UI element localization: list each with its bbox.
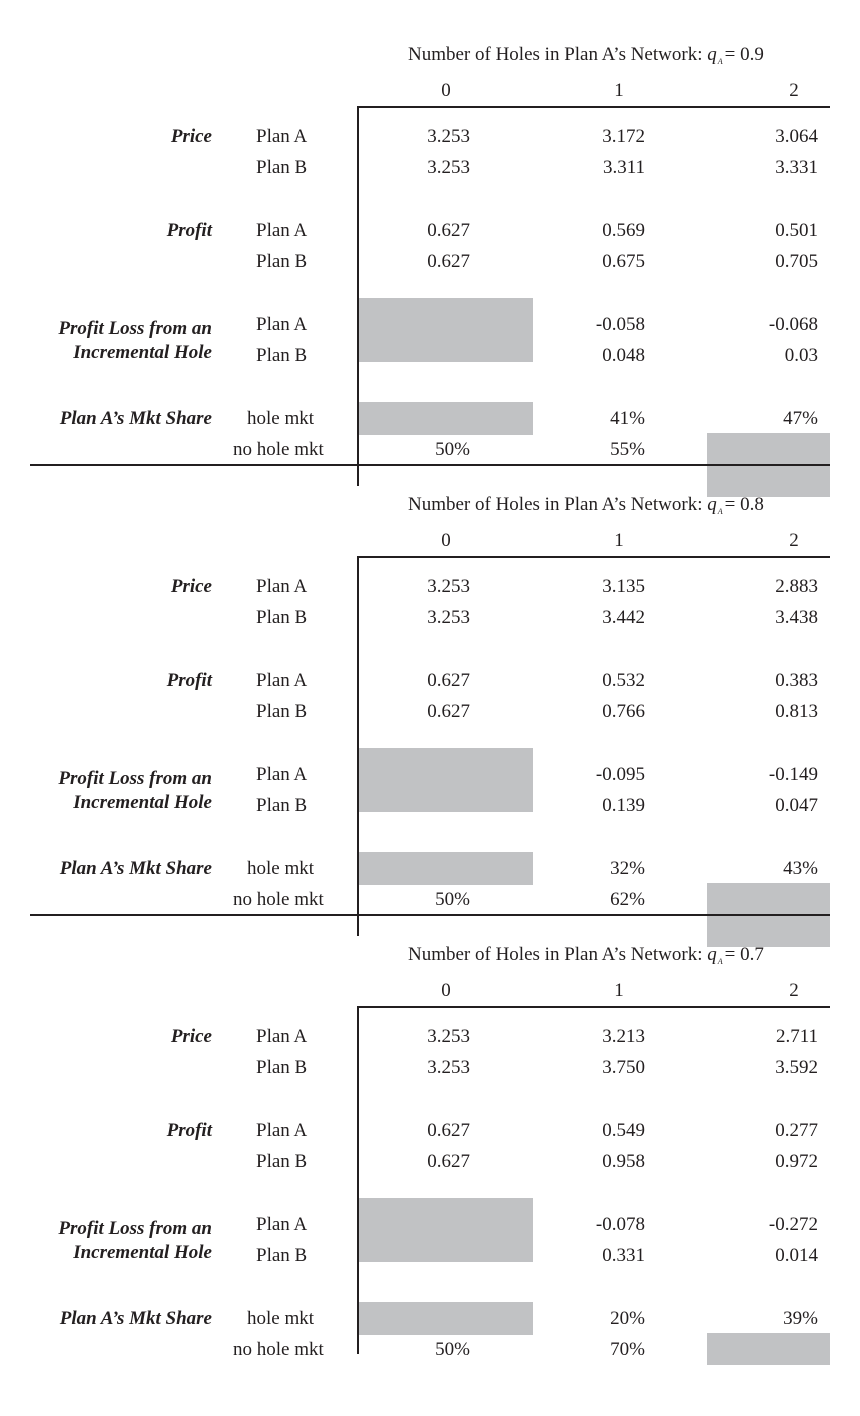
cell-share-hole-col2: 39% [783, 1308, 818, 1329]
row-label-plan_b: Plan B [256, 1057, 308, 1078]
header-text: Number of Holes in Plan A’s Network: [408, 494, 703, 515]
profit-section-title: Profit [166, 670, 212, 691]
cell-profit-b-col0: 0.627 [427, 1151, 470, 1172]
share-section-title: Plan A’s Mkt Share [59, 1308, 212, 1329]
cell-profit-b-col0: 0.627 [427, 251, 470, 272]
column-header-2: 2 [789, 980, 799, 1001]
cell-profit-b-col2: 0.972 [775, 1151, 818, 1172]
cell-loss-b-col2: 0.047 [775, 795, 818, 816]
cell-price-b-col1: 3.442 [602, 607, 645, 628]
cell-profit-a-col0: 0.627 [427, 670, 470, 691]
cell-profit-b-col1: 0.958 [602, 1151, 645, 1172]
cell-loss-a-col2: -0.272 [768, 1214, 818, 1235]
row-label-hole: hole mkt [247, 1308, 315, 1329]
cell-share-hole-col2: 43% [783, 858, 818, 879]
cell-loss-a-col2: -0.149 [768, 764, 818, 785]
panel-header [408, 494, 764, 523]
cell-profit-a-col0: 0.627 [427, 220, 470, 241]
cell-profit-a-col1: 0.532 [602, 670, 645, 691]
cell-profit-a-col0: 0.627 [427, 1120, 470, 1141]
panel-q2 [0, 912, 860, 1362]
loss-section-title: Profit Loss from an [58, 318, 212, 339]
cell-loss-b-col1: 0.048 [602, 345, 645, 366]
cell-loss-a-col1: -0.095 [595, 764, 645, 785]
row-label-plan_b: Plan B [256, 795, 308, 816]
q-value: = 0.9 [724, 44, 764, 65]
cell-share-hole-col1: 41% [610, 408, 645, 429]
empty-cell-loss-col0 [359, 748, 533, 812]
row-label-plan_a: Plan A [256, 670, 308, 691]
empty-cell-hole-col0 [359, 402, 533, 435]
row-label-plan_a: Plan A [256, 1120, 308, 1141]
cell-loss-b-col2: 0.014 [775, 1245, 818, 1266]
cell-profit-a-col1: 0.549 [602, 1120, 645, 1141]
row-label-plan_a: Plan A [256, 1214, 308, 1235]
empty-cell-nohole-col2 [707, 1333, 830, 1365]
q-value: = 0.8 [724, 494, 764, 515]
cell-share-hole-col1: 20% [610, 1308, 645, 1329]
cell-loss-a-col1: -0.078 [595, 1214, 645, 1235]
row-label-plan_b: Plan B [256, 1245, 308, 1266]
cell-price-b-col0: 3.253 [427, 1057, 470, 1078]
cell-price-a-col1: 3.172 [602, 126, 645, 147]
q-symbol: q [707, 944, 717, 965]
q-value: = 0.7 [724, 944, 764, 965]
profit-section-title: Profit [166, 220, 212, 241]
vertical-rule [357, 556, 359, 936]
column-header-2: 2 [789, 530, 799, 551]
cell-price-b-col0: 3.253 [427, 157, 470, 178]
row-label-nohole: no hole mkt [233, 439, 324, 460]
cell-loss-b-col1: 0.331 [602, 1245, 645, 1266]
vertical-rule [357, 106, 359, 486]
cell-share-hole-col2: 47% [783, 408, 818, 429]
loss-section-title-line2: Incremental Hole [73, 1242, 212, 1263]
cell-price-b-col1: 3.311 [602, 157, 645, 178]
row-label-plan_a: Plan A [256, 1026, 308, 1047]
cell-loss-a-col1: -0.058 [595, 314, 645, 335]
header-text: Number of Holes in Plan A’s Network: [408, 944, 703, 965]
column-header-0: 0 [441, 80, 451, 101]
loss-section-title: Profit Loss from an [58, 1218, 212, 1239]
top-rule [357, 106, 830, 108]
cell-price-b-col2: 3.438 [775, 607, 818, 628]
row-label-nohole: no hole mkt [233, 889, 324, 910]
column-header-1: 1 [614, 530, 624, 551]
cell-price-b-col2: 3.592 [775, 1057, 818, 1078]
cell-profit-b-col1: 0.675 [602, 251, 645, 272]
row-label-plan_a: Plan A [256, 576, 308, 597]
q-subscript: A [717, 507, 723, 516]
row-label-hole: hole mkt [247, 408, 315, 429]
row-label-plan_b: Plan B [256, 251, 308, 272]
cell-price-b-col2: 3.331 [775, 157, 818, 178]
cell-price-a-col0: 3.253 [427, 1026, 470, 1047]
cell-price-a-col0: 3.253 [427, 576, 470, 597]
cell-price-a-col2: 2.883 [775, 576, 818, 597]
profit-section-title: Profit [166, 1120, 212, 1141]
row-label-plan_b: Plan B [256, 607, 308, 628]
price-section-title: Price [170, 1026, 212, 1047]
cell-profit-a-col2: 0.501 [775, 220, 818, 241]
cell-loss-b-col2: 0.03 [784, 345, 818, 366]
row-label-hole: hole mkt [247, 858, 315, 879]
cell-profit-b-col0: 0.627 [427, 701, 470, 722]
top-rule [357, 556, 830, 558]
row-label-plan_b: Plan B [256, 345, 308, 366]
cell-price-a-col2: 2.711 [775, 1026, 818, 1047]
cell-profit-b-col1: 0.766 [602, 701, 645, 722]
empty-cell-loss-col0 [359, 1198, 533, 1262]
row-label-plan_a: Plan A [256, 764, 308, 785]
panel-header [408, 944, 764, 973]
column-header-0: 0 [441, 980, 451, 1001]
cell-profit-b-col2: 0.705 [775, 251, 818, 272]
column-header-2: 2 [789, 80, 799, 101]
row-label-plan_b: Plan B [256, 701, 308, 722]
row-label-plan_a: Plan A [256, 314, 308, 335]
row-label-plan_b: Plan B [256, 157, 308, 178]
q-subscript: A [717, 957, 723, 966]
empty-cell-loss-col0 [359, 298, 533, 362]
price-section-title: Price [170, 576, 212, 597]
cell-share-nohole-col0: 50% [435, 1339, 470, 1360]
cell-loss-a-col2: -0.068 [768, 314, 818, 335]
row-label-nohole: no hole mkt [233, 1339, 324, 1360]
row-label-plan_a: Plan A [256, 126, 308, 147]
cell-profit-a-col2: 0.383 [775, 670, 818, 691]
q-symbol: q [707, 44, 717, 65]
share-section-title: Plan A’s Mkt Share [59, 408, 212, 429]
q-subscript: A [717, 57, 723, 66]
cell-share-nohole-col1: 55% [610, 439, 645, 460]
vertical-rule [357, 1006, 359, 1354]
cell-loss-b-col1: 0.139 [602, 795, 645, 816]
cell-share-nohole-col1: 70% [610, 1339, 645, 1360]
cell-profit-b-col2: 0.813 [775, 701, 818, 722]
cell-price-a-col1: 3.135 [602, 576, 645, 597]
panel-q1 [0, 462, 860, 912]
top-rule [357, 1006, 830, 1008]
q-symbol: q [707, 494, 717, 515]
panel-header [408, 44, 764, 73]
cell-price-b-col1: 3.750 [602, 1057, 645, 1078]
empty-cell-hole-col0 [359, 852, 533, 885]
cell-share-hole-col1: 32% [610, 858, 645, 879]
cell-share-nohole-col0: 50% [435, 439, 470, 460]
loss-section-title-line2: Incremental Hole [73, 342, 212, 363]
row-label-plan_a: Plan A [256, 220, 308, 241]
cell-profit-a-col2: 0.277 [775, 1120, 818, 1141]
loss-section-title-line2: Incremental Hole [73, 792, 212, 813]
cell-price-b-col0: 3.253 [427, 607, 470, 628]
cell-profit-a-col1: 0.569 [602, 220, 645, 241]
header-text: Number of Holes in Plan A’s Network: [408, 44, 703, 65]
cell-price-a-col2: 3.064 [775, 126, 818, 147]
column-header-1: 1 [614, 980, 624, 1001]
cell-share-nohole-col1: 62% [610, 889, 645, 910]
cell-price-a-col0: 3.253 [427, 126, 470, 147]
share-section-title: Plan A’s Mkt Share [59, 858, 212, 879]
empty-cell-hole-col0 [359, 1302, 533, 1335]
cell-share-nohole-col0: 50% [435, 889, 470, 910]
loss-section-title: Profit Loss from an [58, 768, 212, 789]
row-label-plan_b: Plan B [256, 1151, 308, 1172]
price-section-title: Price [170, 126, 212, 147]
column-header-0: 0 [441, 530, 451, 551]
panel-q0 [0, 12, 860, 462]
column-header-1: 1 [614, 80, 624, 101]
cell-price-a-col1: 3.213 [602, 1026, 645, 1047]
